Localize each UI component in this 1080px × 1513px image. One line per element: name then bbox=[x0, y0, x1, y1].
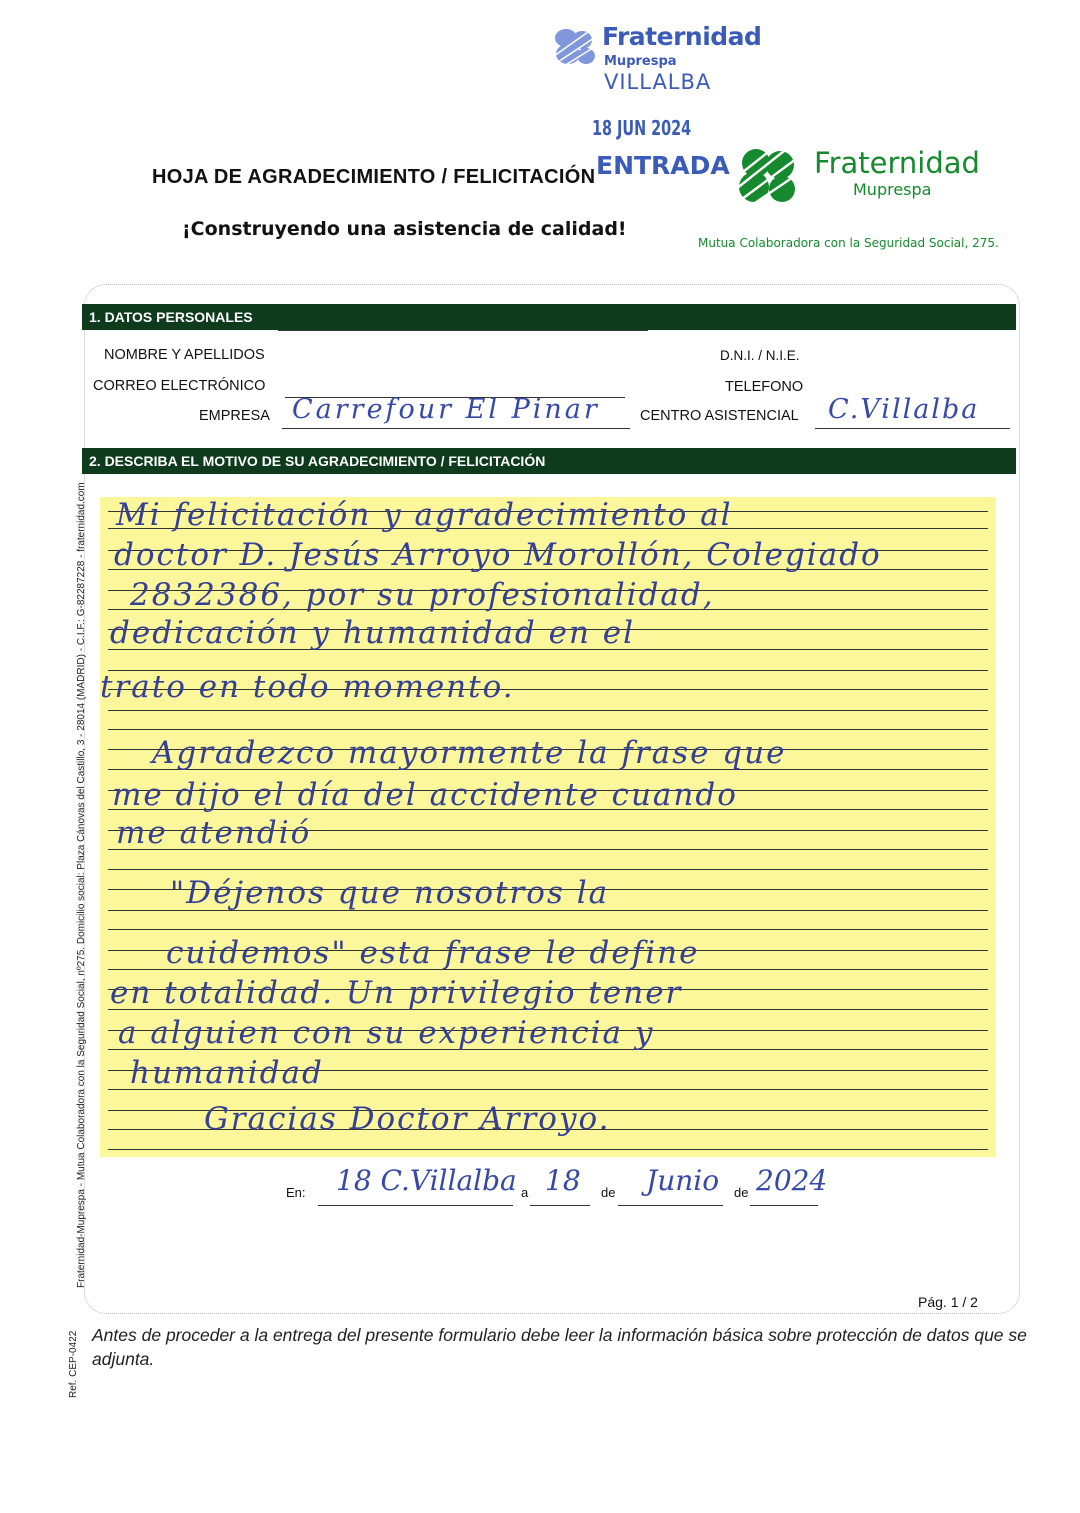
thanks-text-area[interactable] bbox=[100, 497, 996, 1157]
handwritten-line: Gracias Doctor Arroyo. bbox=[204, 1101, 611, 1137]
center-field[interactable] bbox=[815, 428, 1010, 429]
place-label: En: bbox=[286, 1185, 306, 1200]
reference-code: Ref. CEP-0422 bbox=[68, 1330, 79, 1398]
brand-sub: Muprespa bbox=[853, 180, 932, 199]
stamp-date: 18 JUN 2024 bbox=[592, 116, 692, 140]
name-field[interactable] bbox=[278, 330, 648, 331]
day-value: 18 bbox=[545, 1164, 581, 1197]
year-field[interactable] bbox=[750, 1205, 818, 1206]
handwritten-line: a alguien con su experiencia y bbox=[118, 1015, 655, 1051]
brand-legal-text: Mutua Colaboradora con la Seguridad Social, 275. bbox=[698, 236, 999, 250]
center-label: CENTRO ASISTENCIAL bbox=[640, 408, 799, 424]
sidebar-legal-text: Fraternidad-Muprespa - Mutua Colaboradora con la Seguridad Social, nº275. Domicilio social: Plaza Cánovas del Castillo, 3 - 28014 (MADRID) - C.I.F.: G-82287228 - fraternidad.com bbox=[76, 482, 87, 1288]
document-subtitle: ¡Construyendo una asistencia de calidad! bbox=[182, 218, 627, 240]
company-field[interactable] bbox=[282, 428, 630, 429]
month-value: Junio bbox=[646, 1164, 720, 1197]
company-label: EMPRESA bbox=[199, 408, 270, 424]
handwritten-line: en totalidad. Un privilegio tener bbox=[110, 975, 683, 1011]
de-label-1: de bbox=[601, 1185, 616, 1200]
clover-logo-icon bbox=[728, 145, 808, 207]
handwritten-line: doctor D. Jesús Arroyo Morollón, Colegiado bbox=[114, 537, 882, 573]
stamp-logo-icon bbox=[548, 26, 600, 70]
dni-field[interactable] bbox=[808, 366, 1008, 367]
handwritten-line: me atendió bbox=[116, 815, 312, 851]
page-number: Pág. 1 / 2 bbox=[918, 1294, 978, 1310]
stamp-entrada: ENTRADA bbox=[596, 151, 730, 180]
dni-label: D.N.I. / N.I.E. bbox=[720, 348, 800, 363]
handwritten-line: cuidemos" esta frase le define bbox=[166, 935, 700, 971]
de-label-2: de bbox=[734, 1185, 749, 1200]
section-1-heading: 1. DATOS PERSONALES bbox=[82, 304, 1016, 330]
handwritten-line: trato en todo momento. bbox=[100, 669, 515, 705]
data-protection-note: Antes de proceder a la entrega del presente formulario debe leer la información básica sobre protección de datos que se adjunta. bbox=[92, 1325, 1027, 1369]
brand-name: Fraternidad bbox=[814, 146, 980, 180]
stamp-brand: Fraternidad bbox=[602, 22, 762, 51]
handwritten-line: Agradezco mayormente la frase que bbox=[152, 735, 787, 771]
year-value: 2024 bbox=[756, 1164, 828, 1197]
name-label: NOMBRE Y APELLIDOS bbox=[104, 347, 265, 363]
stamp-city: VILLALBA bbox=[604, 70, 712, 94]
handwritten-line: humanidad bbox=[130, 1055, 324, 1091]
stamp-sub: Muprespa bbox=[604, 54, 677, 69]
place-field[interactable] bbox=[318, 1205, 513, 1206]
email-label: CORREO ELECTRÓNICO bbox=[93, 378, 266, 394]
handwritten-line: 2832386, por su profesionalidad, bbox=[130, 577, 715, 613]
section-2-heading: 2. DESCRIBA EL MOTIVO DE SU AGRADECIMIENTO / FELICITACIÓN bbox=[82, 448, 1016, 474]
phone-label: TELEFONO bbox=[725, 379, 804, 395]
month-field[interactable] bbox=[618, 1205, 723, 1206]
handwritten-line: "Déjenos que nosotros la bbox=[170, 875, 610, 911]
a-label: a bbox=[521, 1185, 529, 1200]
company-value: Carrefour El Pinar bbox=[292, 394, 600, 425]
handwritten-line: Mi felicitación y agradecimiento al bbox=[116, 497, 733, 533]
handwritten-line: dedicación y humanidad en el bbox=[110, 615, 636, 651]
document-title: HOJA DE AGRADECIMIENTO / FELICITACIÓN bbox=[152, 166, 596, 188]
day-field[interactable] bbox=[530, 1205, 590, 1206]
place-value: 18 C.Villalba bbox=[336, 1164, 517, 1197]
handwritten-line: me dijo el día del accidente cuando bbox=[112, 777, 738, 813]
center-value: C.Villalba bbox=[828, 394, 980, 425]
